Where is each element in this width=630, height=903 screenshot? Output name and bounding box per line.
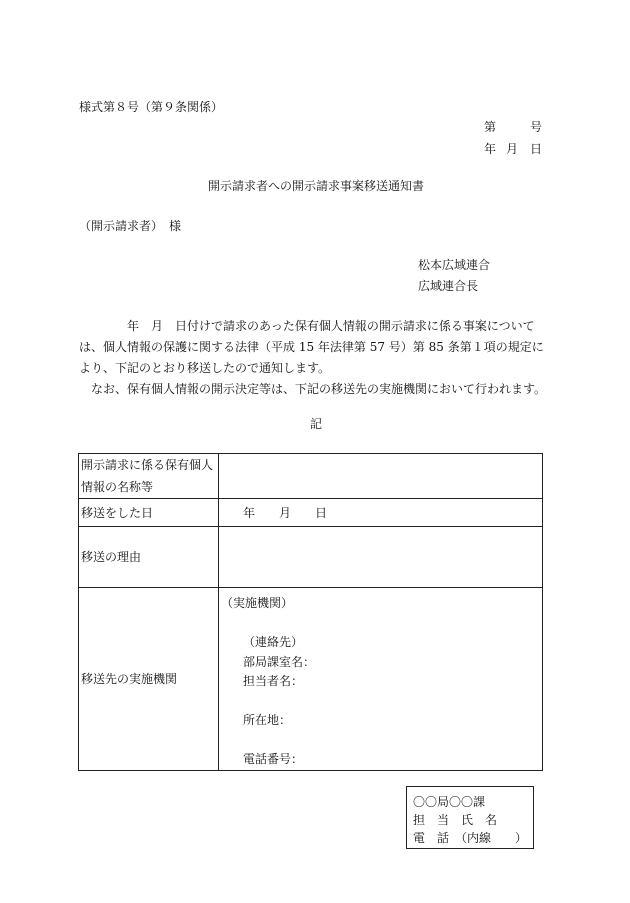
transfer-date-day: 日 [315, 505, 328, 520]
destination-agency-value [219, 588, 543, 771]
form-number: 様式第８号（第９条関係） [79, 100, 224, 114]
document-number-go: 号 [530, 120, 543, 134]
body-paragraph-2: なお、保有個人情報の開示決定等は、下記の移送先の実施機関において行われます。 [91, 382, 547, 396]
destination-agency-label: 移送先の実施機関 [79, 588, 219, 771]
department-name-label: 部局課室名： [243, 654, 316, 669]
body-paragraph-1: 年 月 日付けで請求のあった保有個人情報の開示請求に係る事案については、個人情報の保護に関する法律（平成 15 年法律第 57 号）第 85 条第１項の規定により、下記のとおり移送したので通知します。 [79, 319, 544, 375]
phone-number-label: 電話番号： [243, 752, 304, 766]
transfer-date-value [219, 499, 543, 527]
transfer-reason-label: 移送の理由 [79, 527, 219, 588]
contact-person: 担 当 氏 名 [413, 813, 498, 827]
sender-title: 広域連合長 [418, 279, 479, 293]
addressee: （開示請求者） 様 [79, 219, 182, 233]
person-in-charge-label: 担当者名： [243, 674, 304, 688]
contact-dept: 〇〇局〇〇課 [413, 795, 486, 809]
ki-heading: 記 [310, 417, 323, 431]
issue-date-day: 日 [530, 142, 543, 156]
document-number [484, 120, 543, 134]
transfer-date-label: 移送をした日 [79, 499, 219, 527]
transfer-details-table [78, 453, 543, 771]
info-name-label-text: 開示請求に係る保有個人情報の名称等 [81, 458, 214, 494]
contact-phone: 電 話 （内線 ） [413, 831, 528, 845]
sender-org: 松本広域連合 [418, 258, 491, 272]
info-name-label [79, 454, 219, 499]
transfer-reason-value [219, 527, 543, 588]
issue-date-year: 年 [484, 142, 497, 156]
info-name-value [219, 454, 543, 499]
document-number-dai: 第 [484, 120, 497, 134]
issue-date [484, 142, 543, 156]
contact-heading: （連絡先） [243, 635, 304, 649]
issue-date-month: 月 [506, 142, 519, 156]
transfer-date-year: 年 [243, 505, 256, 520]
address-label: 所在地： [243, 713, 292, 727]
agency-name: （実施機関） [221, 596, 294, 610]
document-title: 開示請求者への開示請求事案移送通知書 [208, 179, 425, 193]
contact-box [406, 786, 534, 849]
transfer-date-month: 月 [279, 505, 292, 520]
